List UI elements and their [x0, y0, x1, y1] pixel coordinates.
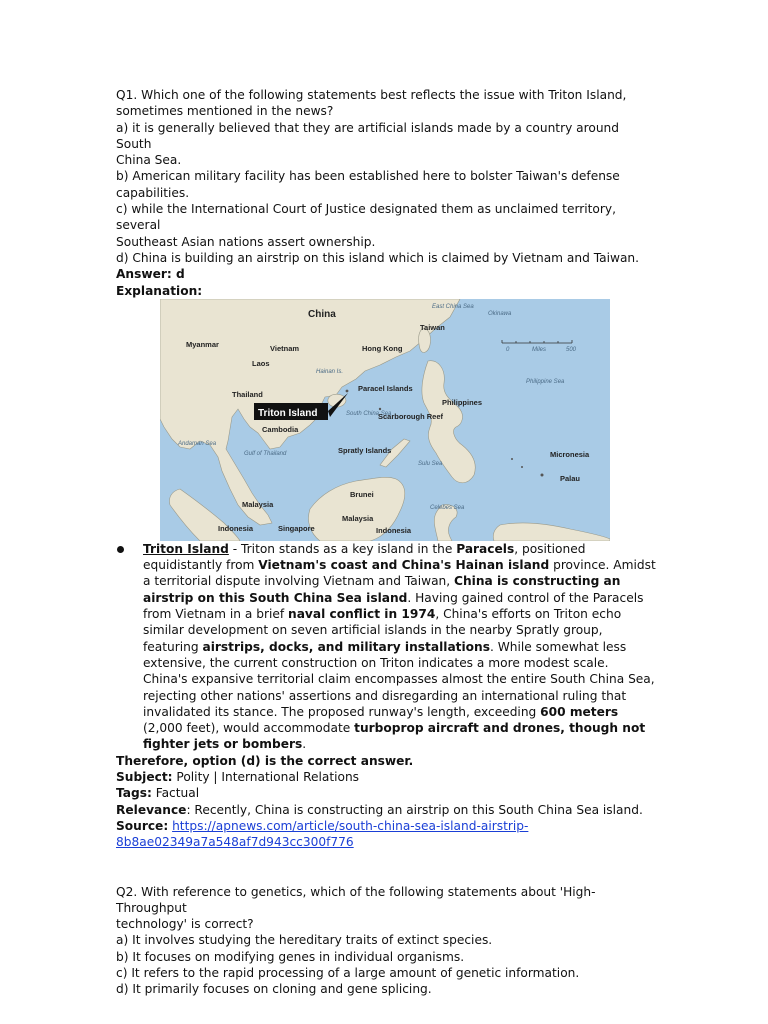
map-label-gulf: Gulf of Thailand [244, 450, 287, 457]
map-label-vietnam: Vietnam [270, 343, 300, 353]
map-label-scarborough: Scarborough Reef [378, 411, 444, 421]
q1-question-line-2: sometimes mentioned in the news? [116, 104, 334, 119]
map-label-micronesia: Micronesia [550, 449, 590, 459]
map-label-indonesia-2: Indonesia [376, 525, 412, 535]
explanation-segment: (2,000 feet), would accommodate [143, 721, 355, 736]
bullet-dot [117, 546, 124, 553]
explanation-segment: , positioned equidistantly from [143, 541, 586, 573]
map-label-taiwan: Taiwan [420, 322, 445, 332]
map-graphic [160, 299, 610, 541]
explanation-segment: province. Amidst a territorial dispute involving Vietnam and Taiwan, [143, 558, 656, 589]
map-label-singapore: Singapore [278, 523, 315, 533]
scale-miles: Miles [532, 346, 547, 353]
map-label-south-china-sea: South China Sea [346, 410, 392, 417]
q1-relevance [116, 802, 656, 818]
q1-option-b-line-1: b) American military facility has been established here to bolster Taiwan's defense [116, 169, 620, 184]
map-label-philippine-sea: Philippine Sea [526, 378, 565, 385]
south-china-sea-map [160, 299, 610, 541]
explanation-segment: airstrips, docks, and military installations [202, 639, 490, 654]
q2-option-b: b) It focuses on modifying genes in individual organisms. [116, 949, 465, 964]
bullet-title: Triton Island [143, 541, 229, 556]
q1-option-d: d) China is building an airstrip on this island which is claimed by Vietnam and Taiwan. [116, 250, 640, 265]
map-label-china: China [308, 308, 336, 320]
map-label-laos: Laos [252, 358, 270, 368]
explanation-segment: China is constructing an airstrip on this South China Sea island [143, 574, 621, 605]
scarborough-reef-dot [379, 408, 381, 410]
map-label-paracel: Paracel Islands [358, 383, 413, 393]
taiwan-island [419, 329, 431, 353]
q1-source-continued [116, 834, 656, 850]
paracel-islands-dot [346, 389, 349, 392]
explanation-segment: turboprop aircraft and drones, though not fighter jets or bombers [143, 721, 646, 752]
explanation-segment: - Triton stands as a key island in the [228, 541, 457, 556]
map-label-philippines: Philippines [442, 397, 483, 407]
map-label-palau: Palau [560, 473, 581, 483]
explanation-segment: Paracels [456, 541, 515, 556]
q1-option-b-line-2: capabilities. [116, 185, 190, 200]
q1-option-c-line-2: Southeast Asian nations assert ownership. [116, 234, 376, 249]
q1-option-c-line-1: c) while the International Court of Justice designated them as unclaimed territory, several [116, 202, 616, 233]
explanation-segment: , China's efforts on Triton echo similar development on seven artificial islands in the nearby Spratly group, featuring [143, 607, 622, 654]
explanation-segment: . Having gained control of the Paracels from Vietnam in a brief [143, 590, 644, 622]
subject-label: Subject: [116, 770, 173, 785]
document-page [116, 87, 656, 998]
map-label-triton: Triton Island [258, 407, 318, 419]
explanation-bullet [116, 541, 656, 753]
explanation-segment: 600 meters [540, 704, 619, 719]
new-guinea-landmass [493, 523, 610, 541]
explanation-segment: . [302, 737, 307, 752]
q2-option-a: a) It involves studying the hereditary traits of extinct species. [116, 933, 493, 948]
map-label-sulu: Sulu Sea [418, 460, 443, 467]
map-label-brunei: Brunei [350, 489, 374, 499]
source-link[interactable]: https://apnews.com/article/south-china-sea-island-airstrip- [172, 818, 529, 833]
map-label-thailand: Thailand [232, 389, 263, 399]
q1-explanation-label: Explanation: [116, 283, 203, 298]
q2-option-d: d) It primarily focuses on cloning and gene splicing. [116, 982, 432, 997]
source-label: Source: [116, 818, 169, 833]
scale-500: 500 [566, 346, 577, 353]
source-link-continued[interactable]: 8b8ae02349a7a548af7d943cc300f776 [116, 835, 354, 850]
relevance-label: Relevance [116, 802, 187, 817]
map-label-malaysia-2: Malaysia [342, 513, 374, 523]
map-label-malaysia-1: Malaysia [242, 499, 274, 509]
subject-value: Polity | International Relations [172, 770, 360, 785]
map-label-spratly: Spratly Islands [338, 445, 392, 455]
q1-option-a-line-1: a) it is generally believed that they are artificial islands made by a country around South [116, 120, 620, 151]
q1-question-line-1: Q1. Which one of the following statements best reflects the issue with Triton Island, [116, 88, 627, 102]
q1-tags [116, 785, 656, 801]
map-label-okinawa: Okinawa [488, 310, 512, 317]
map-label-celebes: Celebes Sea [430, 504, 465, 511]
map-label-andaman: Andaman Sea [178, 440, 217, 447]
q1-subject [116, 769, 656, 785]
map-label-indonesia-1: Indonesia [218, 523, 254, 533]
map-label-east-china-sea: East China Sea [432, 303, 474, 310]
explanation-segment: Vietnam's coast and China's Hainan island [258, 558, 550, 573]
explanation-paragraph [143, 541, 656, 753]
q1-option-a-line-2: China Sea. [116, 153, 182, 168]
scale-zero: 0 [506, 346, 510, 353]
q2-option-c: c) It refers to the rapid processing of a large amount of genetic information. [116, 965, 580, 980]
map-label-hainan: Hainan Is. [316, 368, 344, 375]
scale-bar [502, 340, 577, 353]
q1-answer: Answer: d [116, 267, 185, 282]
tags-label: Tags: [116, 786, 152, 801]
explanation-segment: . While somewhat less extensive, the current construction on Triton indicates a more modest scale. China's expansive territorial claim encompasses almost the entire South China Sea, rejecting other nations' assertions and disregarding an international ruling that invalidated its stance. The proposed runway's length, exceeding [143, 639, 655, 719]
tags-value: Factual [151, 786, 200, 801]
q2-question-line-1: Q2. With reference to genetics, which of the following statements about 'High-Throughput [116, 884, 596, 915]
sumatra-island [169, 489, 240, 541]
map-label-myanmar: Myanmar [186, 339, 219, 349]
relevance-value: : Recently, China is constructing an airstrip on this South China Sea island. [186, 802, 643, 817]
q1-source [116, 818, 656, 834]
q1-conclusion: Therefore, option (d) is the correct answer. [116, 753, 414, 768]
q2-question-line-2: technology' is correct? [116, 917, 254, 932]
map-label-hong-kong: Hong Kong [362, 343, 403, 353]
map-label-cambodia: Cambodia [262, 424, 299, 434]
explanation-segment: naval conflict in 1974 [288, 607, 436, 622]
palau-dot [541, 473, 544, 476]
